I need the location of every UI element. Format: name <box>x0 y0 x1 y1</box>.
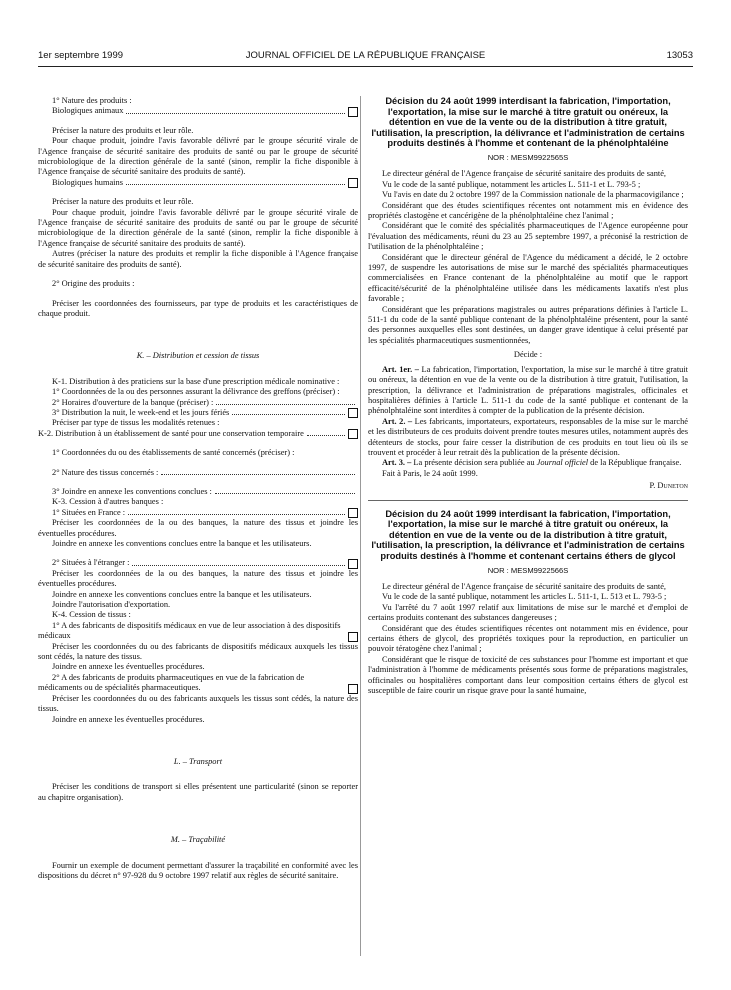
paragraph: Joindre en annexe les conventions conclues entre la banque et les utilisateurs. <box>52 539 312 548</box>
dotted-row <box>38 468 358 478</box>
decision-1-title: Décision du 24 août 1999 interdisant la fabrication, l'importation, l'exportation, la mise sur le marché à titre gratuit ou onéreux, la détention en vue de la vente ou de la distribution à titre gratuit, l'utilisation, la prescription, la délivrance et l'administration de certains produits destinés à l'homme et contenant de la phénolphtaléine <box>371 96 685 149</box>
paragraph: Préciser les coordonnées du ou des fabricants de dispositifs médicaux auxquels les tissus sont cédés, la nature des tissus. <box>38 641 358 662</box>
paragraph: K-4. Cession de tissus : <box>52 610 131 620</box>
page-number: 13053 <box>666 50 693 61</box>
distribution-nuit-row <box>38 408 358 418</box>
article-text: Les fabricants, importateurs, exportateurs, responsables de la mise sur le marché et les distributeurs de ces produits doivent prendre toutes mesures utiles, notamment auprès des détenteurs de stocks, pour faire cesser la distribution de ces produits en tout lieu où ils se trouvent et procéder à leur retrait dès la publication de la présente décision. <box>368 416 688 457</box>
paragraph: Joindre en annexe les éventuelles procédures. <box>52 714 205 724</box>
conservation-row <box>38 429 358 439</box>
label: Biologiques humains <box>52 177 123 187</box>
paragraph: Le directeur général de l'Agence française de sécurité sanitaire des produits de santé, <box>382 581 667 591</box>
heading-text: L. – Transport <box>173 756 223 766</box>
article-label: Art. 1er. – <box>382 364 419 374</box>
label: 2° Horaires d'ouverture de la banque (préciser) : <box>52 397 214 407</box>
label: 3° Distribution la nuit, le week-end et les jours fériés <box>52 407 230 417</box>
paragraph: Joindre l'autorisation d'exportation. <box>52 600 171 610</box>
leader-dots <box>126 113 345 114</box>
dotted-row <box>38 398 358 408</box>
biologiques-humains-row <box>38 178 358 188</box>
paragraph: Préciser la nature des produits et leur rôle. <box>52 197 194 207</box>
label: 2° Nature des tissus concernés : <box>52 467 159 477</box>
decision-1-nor: NOR : MESM9922565S <box>487 152 569 162</box>
checkbox[interactable] <box>348 107 358 117</box>
paragraph: Considérant que les préparations magistrales ou autres préparations définies à l'article L. 511-1 du code de la santé publique contenant de la phénolphtaléine présentent, pour la santé des personnes auxquelles elles sont destinées, un danger grave identique à celui présenté par les spécialités pharmaceutiques susmentionnées, <box>368 304 688 345</box>
paragraph: Vu le code de la santé publique, notamment les articles L. 511-1, L. 513 et L. 793-5 ; <box>382 592 667 602</box>
paragraph: Vu le code de la santé publique, notamment les articles L. 511-1 et L. 793-5 ; <box>382 179 641 189</box>
checkbox[interactable] <box>348 429 358 439</box>
leader-dots <box>132 565 345 566</box>
article-3 <box>368 458 688 468</box>
paragraph: Joindre en annexe les éventuelles procédures. <box>52 662 205 672</box>
paragraph: K-3. Cession à d'autres banques : <box>52 497 164 507</box>
label: K-2. Distribution à un établissement de santé pour une conservation temporaire <box>38 428 304 438</box>
header-date: 1er septembre 1999 <box>38 50 124 61</box>
article-text: de la République française. <box>590 458 682 468</box>
label: 2° Situées à l'étranger : <box>52 558 130 568</box>
article-text: La présente décision sera publiée au <box>413 458 535 468</box>
leader-dots <box>215 493 355 494</box>
decision-2-title: Décision du 24 août 1999 interdisant la fabrication, l'importation, l'exportation, la mise sur le marché à titre gratuit ou onéreux, la détention en vue de la vente ou de la distribution à titre gratuit, l'utilisation, la prescription, la délivrance et l'administration de certains produits destinés à l'homme et contenant certains éthers de glycol <box>371 508 685 561</box>
checkbox[interactable] <box>348 178 358 188</box>
nature-produits: 1° Nature des produits : <box>52 96 132 105</box>
paragraph: Le directeur général de l'Agence française de sécurité sanitaire des produits de santé, <box>382 169 667 179</box>
biologiques-animaux-row <box>38 106 358 116</box>
paragraph: Considérant que des études scientifiques récentes ont notamment mis en évidence, pour certains éthers de glycol, des propriétés toxiques pour la reproduction, en particulier un pouvoir tératogène chez l'animal ; <box>368 623 688 654</box>
checkbox[interactable] <box>348 408 358 418</box>
section-k-heading <box>38 351 358 361</box>
paragraph: Considérant que des études scientifiques récentes ont notamment mis en évidence des propriétés clastogène et cancérigène de la phénolphtaléine chez l'animal ; <box>368 200 688 220</box>
heading-text: K. – Distribution et cession de tissus <box>136 351 260 361</box>
checkbox[interactable] <box>348 508 358 518</box>
checkbox[interactable] <box>348 684 358 694</box>
label: 1° A des fabricants de dispositifs médicaux en vue de leur association à des dispositifs médicaux <box>38 620 341 641</box>
leader-dots <box>216 404 355 405</box>
article-label: Art. 2. – <box>382 416 413 426</box>
header-title: JOURNAL OFFICIEL DE LA RÉPUBLIQUE FRANÇAISE <box>245 50 486 61</box>
paragraph: Préciser les coordonnées de la ou des banques, la nature des tissus et joindre les éventuelles procédures. <box>38 518 358 538</box>
section-l-heading <box>38 757 358 767</box>
paragraph: 1° Coordonnées de la ou des personnes assurant la délivrance des greffons (préciser) : <box>52 387 340 397</box>
paragraph: Considérant que le comité des spécialités pharmaceutiques de l'Agence européenne pour l'évaluation des médicaments, réuni du 23 au 25 septembre 1997, a préconisé la restriction de l'utilisation de la phénolphtaléine ; <box>368 221 688 252</box>
separator <box>368 500 688 501</box>
paragraph: Fournir un exemple de document permettant d'assurer la traçabilité en conformité avec les dispositions du décret n° 97-928 du 9 octobre 1997 relatif aux règles de sécurité sanitaire. <box>38 860 358 880</box>
origine-produits: 2° Origine des produits : <box>52 279 135 289</box>
decision-2-nor: NOR : MESM9922566S <box>487 565 569 575</box>
pharmaceutiques-row <box>38 673 358 694</box>
paragraph: 1° Coordonnées du ou des établissements de santé concernés (préciser) : <box>52 448 295 458</box>
fait-a-paris: Fait à Paris, le 24 août 1999. <box>382 468 478 478</box>
paragraph: K-1. Distribution à des praticiens sur la base d'une prescription médicale nominative : <box>52 376 340 386</box>
label: Biologiques animaux <box>52 106 124 116</box>
dispositifs-row <box>38 621 358 642</box>
leader-dots <box>126 184 345 185</box>
column-divider <box>360 96 361 956</box>
checkbox[interactable] <box>348 559 358 569</box>
paragraph: Considérant que le directeur général de l'Agence du médicament a décidé, le 2 octobre 1997, de suspendre les autorisations de mise sur le marché des spécialités pharmaceutiques commercialisées en France contenant de la phénolphtaléine au motif que le rapport efficacité/sécurité de la phénolphtaléine utilisée dans les médicaments laxatifs n'est plus favorable ; <box>368 252 688 304</box>
header-rule <box>38 66 693 67</box>
paragraph: Autres (préciser la nature des produits et remplir la fiche disponible à l'Agence française de sécurité sanitaire des produits de santé). <box>38 249 358 269</box>
france-row <box>38 508 358 518</box>
paragraph: Vu l'avis en date du 2 octobre 1997 de la Commission nationale de la pharmacovigilance ; <box>382 190 684 200</box>
article-text: La fabrication, l'importation, l'exportation, la mise sur le marché à titre gratuit ou onéreux, la détention en vue de la vente ou de la distribution à titre gratuit, l'utilisation, la prescription, la délivrance et l'administration de préparations magistrales, officinales et hospitalières définies à l'article L. 511-1 du code de la santé publique et contenant de la phénolphtaléine sont interdites à compter de la publication de la présente décision. <box>368 364 688 416</box>
paragraph: Joindre en annexe les conventions conclues entre la banque et les utilisateurs. <box>52 589 312 599</box>
paragraph: Préciser les coordonnées des fournisseurs, par type de produits et les caractéristiques de chaque produit. <box>38 298 358 318</box>
label: 3° Joindre en annexe les conventions conclues : <box>52 486 212 496</box>
label: 2° A des fabricants de produits pharmaceutiques en vue de la fabrication de médicaments ou de spécialités pharmaceutiques. <box>38 672 305 693</box>
page-header <box>38 50 693 66</box>
leader-dots <box>161 474 355 475</box>
paragraph: Préciser les coordonnées de la ou des banques, la nature des tissus et joindre les éventuelles procédures. <box>38 568 358 589</box>
etranger-row <box>38 558 358 568</box>
paragraph: Considérant que le risque de toxicité de ces substances pour l'homme est important et que l'administration à l'homme de médicaments présentés sous forme de préparations magistrales, officinales ou hospitalières comportant dans leur composition certains éthers de glycol est susceptible de faire courir un risque grave pour la santé humaine, <box>368 654 688 695</box>
leader-dots <box>307 435 345 436</box>
section-m-heading <box>38 835 358 845</box>
paragraph: Préciser les coordonnées du ou des fabricants auxquels les tissus sont cédés, la nature des tissus. <box>38 693 358 714</box>
paragraph: Préciser la nature des produits et leur rôle. <box>52 125 194 135</box>
checkbox[interactable] <box>348 632 358 642</box>
leader-dots <box>128 514 345 515</box>
paragraph: Préciser par type de tissus les modalités retenues : <box>52 418 220 428</box>
paragraph: Préciser les conditions de transport si elles présentent une particularité (sinon se reporter au chapitre organisation). <box>38 782 358 802</box>
decide: Décide : <box>513 350 543 360</box>
article-1 <box>368 365 688 417</box>
right-column <box>368 96 688 696</box>
article-label: Art. 3. – <box>382 458 412 468</box>
article-2 <box>368 417 688 459</box>
label: 1° Situées en France : <box>52 507 126 517</box>
left-column <box>38 96 358 881</box>
paragraph: Pour chaque produit, joindre l'avis favorable délivré par le groupe sécurité virale de l'Agence française de sécurité sanitaire des produits de santé ou par le groupe de sécurité microbiologique de la direction générale de la santé (sinon, remplir la fiche disponible à l'Agence française de sécurité sanitaire des produits de santé). <box>38 207 358 248</box>
journal-name: Journal officiel <box>536 458 589 468</box>
paragraph: Vu l'arrêté du 7 août 1997 relatif aux limitations de mise sur le marché et d'emploi de certains produits contenant des substances dangereuses ; <box>368 602 688 623</box>
signature: P. Duneton <box>649 481 688 491</box>
heading-text: M. – Traçabilité <box>170 835 226 845</box>
leader-dots <box>232 414 345 415</box>
paragraph: Pour chaque produit, joindre l'avis favorable délivré par le groupe sécurité virale de l'Agence française de sécurité sanitaire des produits de santé ou par le groupe de sécurité microbiologique de la direction générale de la santé (sinon, remplir la fiche disponible à l'Agence française de sécurité sanitaire des produits de santé). <box>38 136 358 177</box>
dotted-row <box>38 487 358 497</box>
